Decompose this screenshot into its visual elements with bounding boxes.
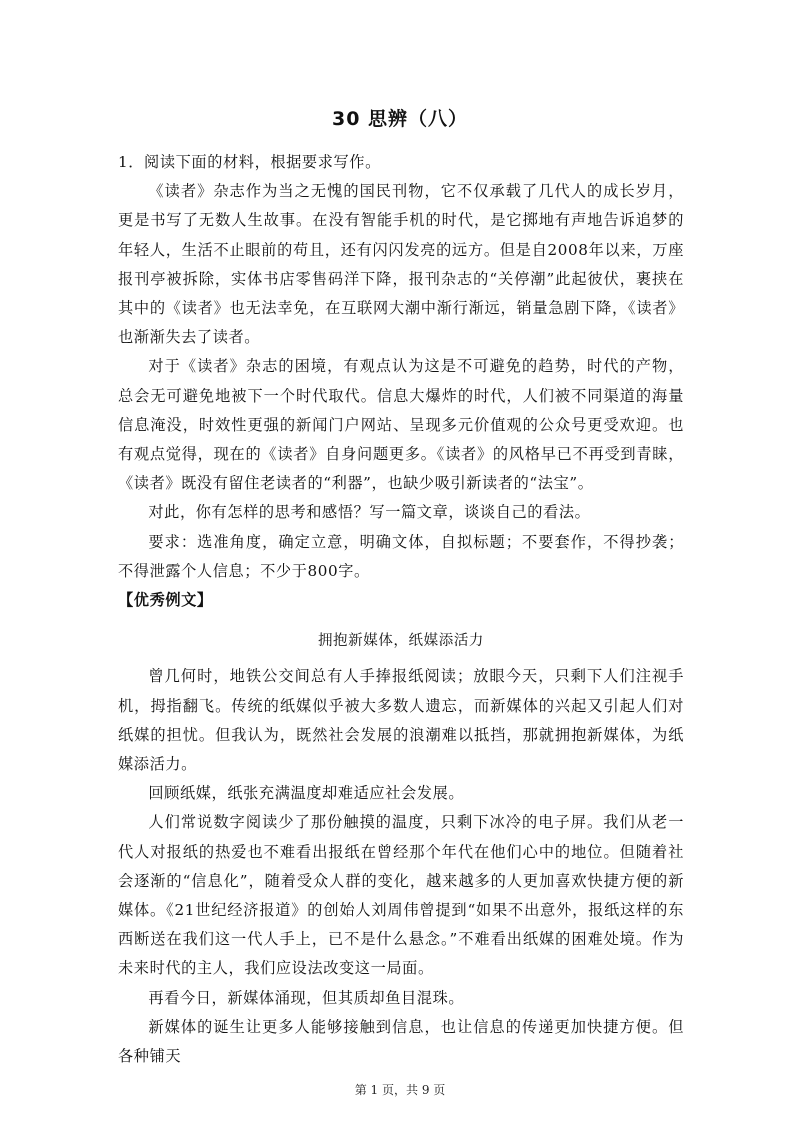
material-paragraph: 对于《读者》杂志的困境，有观点认为这是不可避免的趋势，时代的产物，总会无可避免地被下一个时代取代。信息大爆炸的时代，人们被不同渠道的海量信息淹没，时效性更强的新闻门户网站、呈现多元价值观的公众号更受欢迎。也有观点觉得，现在的《读者》自身问题更多。《读者》的风格早已不再受到青睐，《读者》既没有留住老读者的“利器”，也缺少吸引新读者的“法宝”。 bbox=[118, 357, 684, 493]
document-body bbox=[118, 148, 684, 1071]
sample-essay-label: 【优秀例文】 bbox=[118, 591, 213, 610]
page-title: 30 思辨（八） bbox=[331, 108, 469, 130]
essay-paragraph: 人们常说数字阅读少了那份触摸的温度，只剩下冰冷的电子屏。我们从老一代人对报纸的热爱也不难看出报纸在曾经那个年代在他们心中的地位。但随着社会逐渐的“信息化”，随着受众人群的变化，越来越多的人更加喜欢快捷方便的新媒体。《21世纪经济报道》的创始人刘周伟曾提到“如果不出意外，报纸这样的东西断送在我们这一代人手上，已不是什么悬念。”不难看出纸媒的困难处境。作为未来时代的主人，我们应设法改变这一局面。 bbox=[118, 813, 684, 978]
page-footer: 第 1 页，共 9 页 bbox=[354, 1083, 446, 1097]
essay-paragraph: 再看今日，新媒体涌现，但其质却鱼目混珠。 bbox=[148, 988, 465, 1007]
material-paragraph: 《读者》杂志作为当之无愧的国民刊物，它不仅承载了几代人的成长岁月，更是书写了无数人生故事。在没有智能手机的时代，是它掷地有声地告诉追梦的年轻人，生活不止眼前的苟且，还有闪闪发亮的远方。但是自2008年以来，万座报刊亭被拆除，实体书店零售码洋下降，报刊杂志的“关停潮”此起彼伏，裹挟在其中的《读者》也无法幸免，在互联网大潮中渐行渐远，销量急剧下降，《读者》也渐渐失去了读者。 bbox=[118, 182, 684, 347]
material-paragraph: 对此，你有怎样的思考和感悟？写一篇文章，谈谈自己的看法。 bbox=[148, 503, 591, 522]
essay-paragraph: 新媒体的诞生让更多人能够接触到信息，也让信息的传递更加快捷方便。但各种铺天 bbox=[118, 1017, 684, 1066]
question-prompt: 1．阅读下面的材料，根据要求写作。 bbox=[118, 153, 381, 171]
essay-paragraph: 回顾纸媒，纸张充满温度却难适应社会发展。 bbox=[148, 784, 465, 803]
essay-paragraph: 曾几何时，地铁公交间总有人手捧报纸阅读；放眼今天，只剩下人们注视手机，拇指翻飞。传统的纸媒似乎被大多数人遗忘，而新媒体的兴起又引起人们对纸媒的担忧。但我认为，既然社会发展的浪潮难以抵挡，那就拥抱新媒体，为纸媒添活力。 bbox=[118, 667, 684, 774]
requirements-paragraph: 要求：选准角度，确定立意，明确文体，自拟标题；不要套作，不得抄袭；不得泄露个人信息；不少于800字。 bbox=[118, 532, 684, 580]
essay-title: 拥抱新媒体，纸媒添活力 bbox=[317, 633, 485, 650]
